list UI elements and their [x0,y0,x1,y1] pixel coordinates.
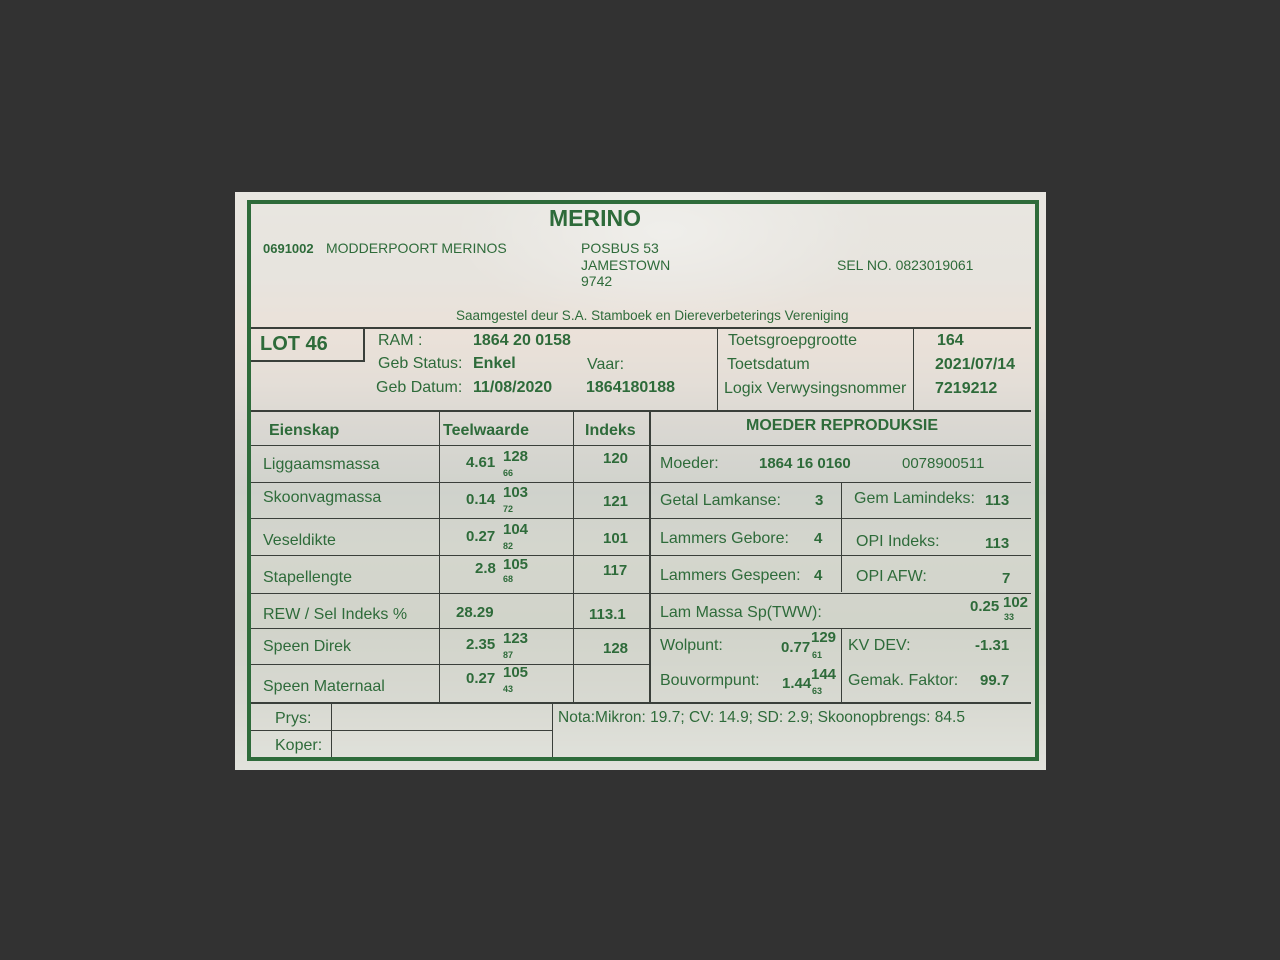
opi-afw-value: 7 [1002,570,1011,587]
trait-value: 4.61 [466,454,496,471]
conformation-label: Bouvormpunt: [660,672,760,689]
compiled-by: Saamgestel deur S.A. Stamboek en Diereverbeterings Vereniging [456,308,849,323]
dam-value: 1864 16 0160 [759,455,851,472]
address-line1: POSBUS 53 [581,240,659,256]
birth-status-value: Enkel [473,355,516,372]
breeder-number: 0691002 [263,241,314,256]
trait-index: 120 [603,450,629,467]
birth-date-value: 11/08/2020 [473,379,553,396]
sel-number: SEL NO. 0823019061 [837,257,974,273]
lambs-born-label: Lammers Gebore: [660,530,789,547]
lot-card [235,192,1046,770]
trait-sup: 104 [503,521,529,538]
lamb-mass-label: Lam Massa Sp(TWW): [660,604,822,621]
ram-value: 1864 20 0158 [473,332,571,349]
test-group-value: 164 [937,332,964,349]
conformation-sub: 63 [812,686,823,696]
lot-number: LOT 46 [260,333,328,355]
address-line2: JAMESTOWN [581,257,671,273]
lamb-mass-value: 0.25 [970,598,1000,615]
trait-sup: 128 [503,448,529,465]
breeder-name: MODDERPOORT MERINOS [326,240,507,256]
trait-name: Veseldikte [263,532,336,549]
ease-factor-value: 99.7 [980,672,1010,689]
trait-value: 28.29 [456,604,494,621]
lambing-chances-label: Getal Lamkanse: [660,492,781,509]
trait-value: 2.8 [475,560,496,577]
sire-label: Vaar: [587,356,625,373]
test-date-value: 2021/07/14 [935,356,1016,373]
trait-sup: 105 [503,664,529,681]
trait-sub: 72 [503,504,514,514]
reference-label: Logix Verwysingsnommer [724,380,907,397]
trait-name: Speen Direk [263,638,352,655]
conformation-value: 1.44 [782,675,812,692]
sire-value: 1864180188 [586,379,675,396]
opi-index-value: 113 [985,535,1010,552]
trait-name: Liggaamsmassa [263,456,380,473]
lambs-weaned-value: 4 [814,567,823,584]
lambs-weaned-label: Lammers Gespeen: [660,567,801,584]
ram-label: RAM : [378,332,423,349]
buyer-label: Koper: [275,737,323,754]
trait-sub: 87 [503,650,514,660]
trait-sub: 68 [503,574,514,584]
test-date-label: Toetsdatum [727,356,810,373]
header-trait: Eienskap [269,422,340,439]
header-breeding-value: Teelwaarde [443,422,529,439]
notes: Nota:Mikron: 19.7; CV: 14.9; SD: 2.9; Skoonopbrengs: 84.5 [558,709,965,726]
trait-sub: 66 [503,468,514,478]
birth-status-label: Geb Status: [378,355,463,372]
lambs-born-value: 4 [814,530,823,547]
trait-value: 2.35 [466,636,496,653]
wool-score-value: 0.77 [781,639,811,656]
test-group-label: Toetsgroepgrootte [728,332,857,349]
trait-sup: 123 [503,630,529,647]
address-line3: 9742 [581,273,613,289]
header-index: Indeks [585,422,636,439]
kv-dev-label: KV DEV: [848,637,911,654]
trait-value: 0.14 [466,491,496,508]
dam-code: 0078900511 [902,455,985,472]
trait-sup: 105 [503,556,529,573]
trait-name: REW / Sel Indeks % [263,606,408,623]
price-label: Prys: [275,710,312,727]
trait-name: Stapellengte [263,569,352,586]
wool-score-sup: 129 [811,629,837,646]
conformation-sup: 144 [811,666,837,683]
lamb-mass-sub: 33 [1004,612,1015,622]
ease-factor-label: Gemak. Faktor: [848,672,959,689]
trait-value: 0.27 [466,670,496,687]
trait-value: 0.27 [466,528,496,545]
card-title: MERINO [549,205,641,231]
trait-sup: 103 [503,484,529,501]
trait-index: 117 [603,562,628,579]
lamb-mass-sup: 102 [1003,594,1029,611]
opi-index-label: OPI Indeks: [856,533,940,550]
card-border [247,200,1039,761]
avg-lamb-index-value: 113 [985,492,1010,509]
header-dam-reproduction: MOEDER REPRODUKSIE [746,417,939,434]
trait-name: Skoonvagmassa [263,489,382,506]
trait-index: 101 [603,530,629,547]
trait-sub: 43 [503,684,514,694]
wool-score-label: Wolpunt: [660,637,723,654]
trait-index: 128 [603,640,629,657]
wool-score-sub: 61 [812,650,823,660]
trait-index: 121 [603,493,629,510]
opi-afw-label: OPI AFW: [856,568,927,585]
trait-name: Speen Maternaal [263,678,385,695]
trait-index: 113.1 [589,606,626,623]
birth-date-label: Geb Datum: [376,379,463,396]
dam-label: Moeder: [660,455,719,472]
reference-value: 7219212 [935,380,998,397]
trait-sub: 82 [503,541,514,551]
kv-dev-value: -1.31 [975,637,1010,654]
avg-lamb-index-label: Gem Lamindeks: [854,490,975,507]
lambing-chances-value: 3 [815,492,824,509]
